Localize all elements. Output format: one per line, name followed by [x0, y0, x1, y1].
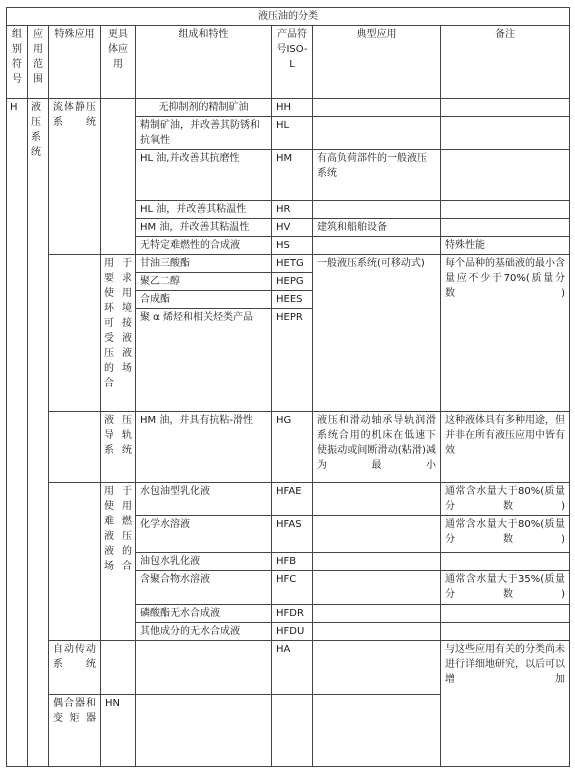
- product-code-cell: [272, 695, 313, 767]
- typical-application-cell: [313, 605, 441, 623]
- typical-application-cell: [313, 201, 441, 219]
- special-application-empty-cell: [49, 255, 101, 412]
- specific-application-empty-cell: [101, 99, 136, 255]
- product-code-cell: HV: [272, 219, 313, 237]
- product-code-cell: HR: [272, 201, 313, 219]
- typical-application-cell: [313, 695, 441, 767]
- product-code-cell: HEPG: [272, 273, 313, 291]
- special-application-empty-cell: [49, 483, 101, 641]
- composition-cell: 含聚合物水溶液: [136, 571, 272, 605]
- product-code-cell: HH: [272, 99, 313, 117]
- remarks-cell: 通常含水量大于80%(质量分数): [441, 516, 570, 553]
- specific-application-cell: HN: [101, 695, 136, 767]
- product-code-cell: HS: [272, 237, 313, 255]
- remarks-cell: [441, 553, 570, 571]
- remarks-cell: [441, 623, 570, 641]
- remarks-cell: [441, 99, 570, 117]
- typical-application-cell: [313, 483, 441, 516]
- composition-cell: HL 油,并改善其抗磨性: [136, 150, 272, 201]
- remarks-cell: [441, 219, 570, 237]
- section-hydrostatic: 流体静压系统: [49, 99, 101, 255]
- composition-cell: 油包水乳化液: [136, 553, 272, 571]
- product-code-cell: HETG: [272, 255, 313, 273]
- product-code-cell: HFDR: [272, 605, 313, 623]
- typical-application-cell: [313, 99, 441, 117]
- composition-cell: 甘油三酸酯: [136, 255, 272, 273]
- composition-cell: 无特定难燃性的合成液: [136, 237, 272, 255]
- table-row: [7, 255, 570, 273]
- remarks-cell: 特殊性能: [441, 237, 570, 255]
- section-auto-transmission: 自动传动系统: [49, 641, 101, 695]
- header-composition: 组成和特性: [136, 26, 272, 99]
- remarks-cell: [441, 150, 570, 201]
- composition-cell: HM 油，并具有抗粘-滑性: [136, 412, 272, 483]
- product-code-cell: HFAS: [272, 516, 313, 553]
- composition-cell: 精制矿油，并改善其防锈和抗氧性: [136, 117, 272, 150]
- typical-application-cell: [313, 237, 441, 255]
- remarks-cell: [441, 605, 570, 623]
- typical-application-cell: 建筑和船舶设备: [313, 219, 441, 237]
- composition-cell: 合成酯: [136, 291, 272, 309]
- group-code-cell: H: [7, 99, 28, 767]
- product-code-cell: HA: [272, 641, 313, 695]
- product-code-cell: HG: [272, 412, 313, 483]
- product-code-cell: HEES: [272, 291, 313, 309]
- typical-application-cell: 有高负荷部件的一般液压系统: [313, 150, 441, 201]
- remarks-cell: [441, 117, 570, 150]
- scope-cell: 液压系统: [28, 99, 49, 767]
- table-caption: 液压油的分类: [7, 8, 570, 26]
- header-product-code: 产品符号ISO-L: [272, 26, 313, 99]
- product-code-cell: HFAE: [272, 483, 313, 516]
- composition-cell: [136, 695, 272, 767]
- header-specific-application: 更具体应用: [101, 26, 136, 99]
- typical-application-cell: 液压和滑动轴承导轨润滑系统合用的机床在低速下使振动或间断滑动(粘滑)减为最小: [313, 412, 441, 483]
- typical-application-cell: [313, 571, 441, 605]
- typical-application-cell: [313, 516, 441, 553]
- product-code-cell: HFDU: [272, 623, 313, 641]
- section-env-acceptable: 用于要求使用环境可接受液压液的场合: [101, 255, 136, 412]
- composition-cell: 聚乙二醇: [136, 273, 272, 291]
- composition-cell: 水包油型乳化液: [136, 483, 272, 516]
- remarks-cell: 通常含水量大于80%(质量分数): [441, 483, 570, 516]
- typical-application-cell: [313, 117, 441, 150]
- product-code-cell: HEPR: [272, 309, 313, 412]
- typical-application-cell: [313, 641, 441, 695]
- remarks-cell: 这种液体具有多种用途，但并非在所有液压应用中皆有效: [441, 412, 570, 483]
- composition-cell: 磷酸酯无水合成液: [136, 605, 272, 623]
- table-row: [7, 412, 570, 483]
- hydraulic-oil-classification-table: [6, 7, 570, 767]
- header-scope: 应用范围: [28, 26, 49, 99]
- remarks-cell: [441, 201, 570, 219]
- section-fire-resistant: 用于使用难燃液压液的场合: [101, 483, 136, 641]
- table-row: [7, 641, 570, 695]
- header-remarks: 备注: [441, 26, 570, 99]
- typical-application-cell: [313, 553, 441, 571]
- typical-application-cell: 一般液压系统(可移动式): [313, 255, 441, 412]
- composition-cell: HL 油，并改善其粘温性: [136, 201, 272, 219]
- specific-application-empty-cell: [101, 641, 136, 695]
- typical-application-cell: [313, 623, 441, 641]
- section-guideway: 液压导轨系统: [101, 412, 136, 483]
- composition-cell: 无抑制剂的精制矿油: [136, 99, 272, 117]
- product-code-cell: HM: [272, 150, 313, 201]
- composition-cell: 其他成分的无水合成液: [136, 623, 272, 641]
- special-application-empty-cell: [49, 412, 101, 483]
- section-coupler: 偶合器和变矩器: [49, 695, 101, 767]
- header-special-application: 特殊应用: [49, 26, 101, 99]
- remarks-cell: 通常含水量大于35%(质量分数): [441, 571, 570, 605]
- composition-cell: 聚 α 烯烃和相关烃类产品: [136, 309, 272, 412]
- table-row: [7, 99, 570, 117]
- composition-cell: 化学水溶液: [136, 516, 272, 553]
- header-group-code: 组别符号: [7, 26, 28, 99]
- header-typical-application: 典型应用: [313, 26, 441, 99]
- remarks-cell: 每个品种的基础液的最小含量应不少于70%(质量分数): [441, 255, 570, 412]
- composition-cell: HM 油，并改善其粘温性: [136, 219, 272, 237]
- composition-cell: [136, 641, 272, 695]
- table-row: [7, 483, 570, 516]
- remarks-cell: 与这些应用有关的分类尚未进行详细地研究，以后可以增加: [441, 641, 570, 767]
- product-code-cell: HL: [272, 117, 313, 150]
- product-code-cell: HFB: [272, 553, 313, 571]
- product-code-cell: HFC: [272, 571, 313, 605]
